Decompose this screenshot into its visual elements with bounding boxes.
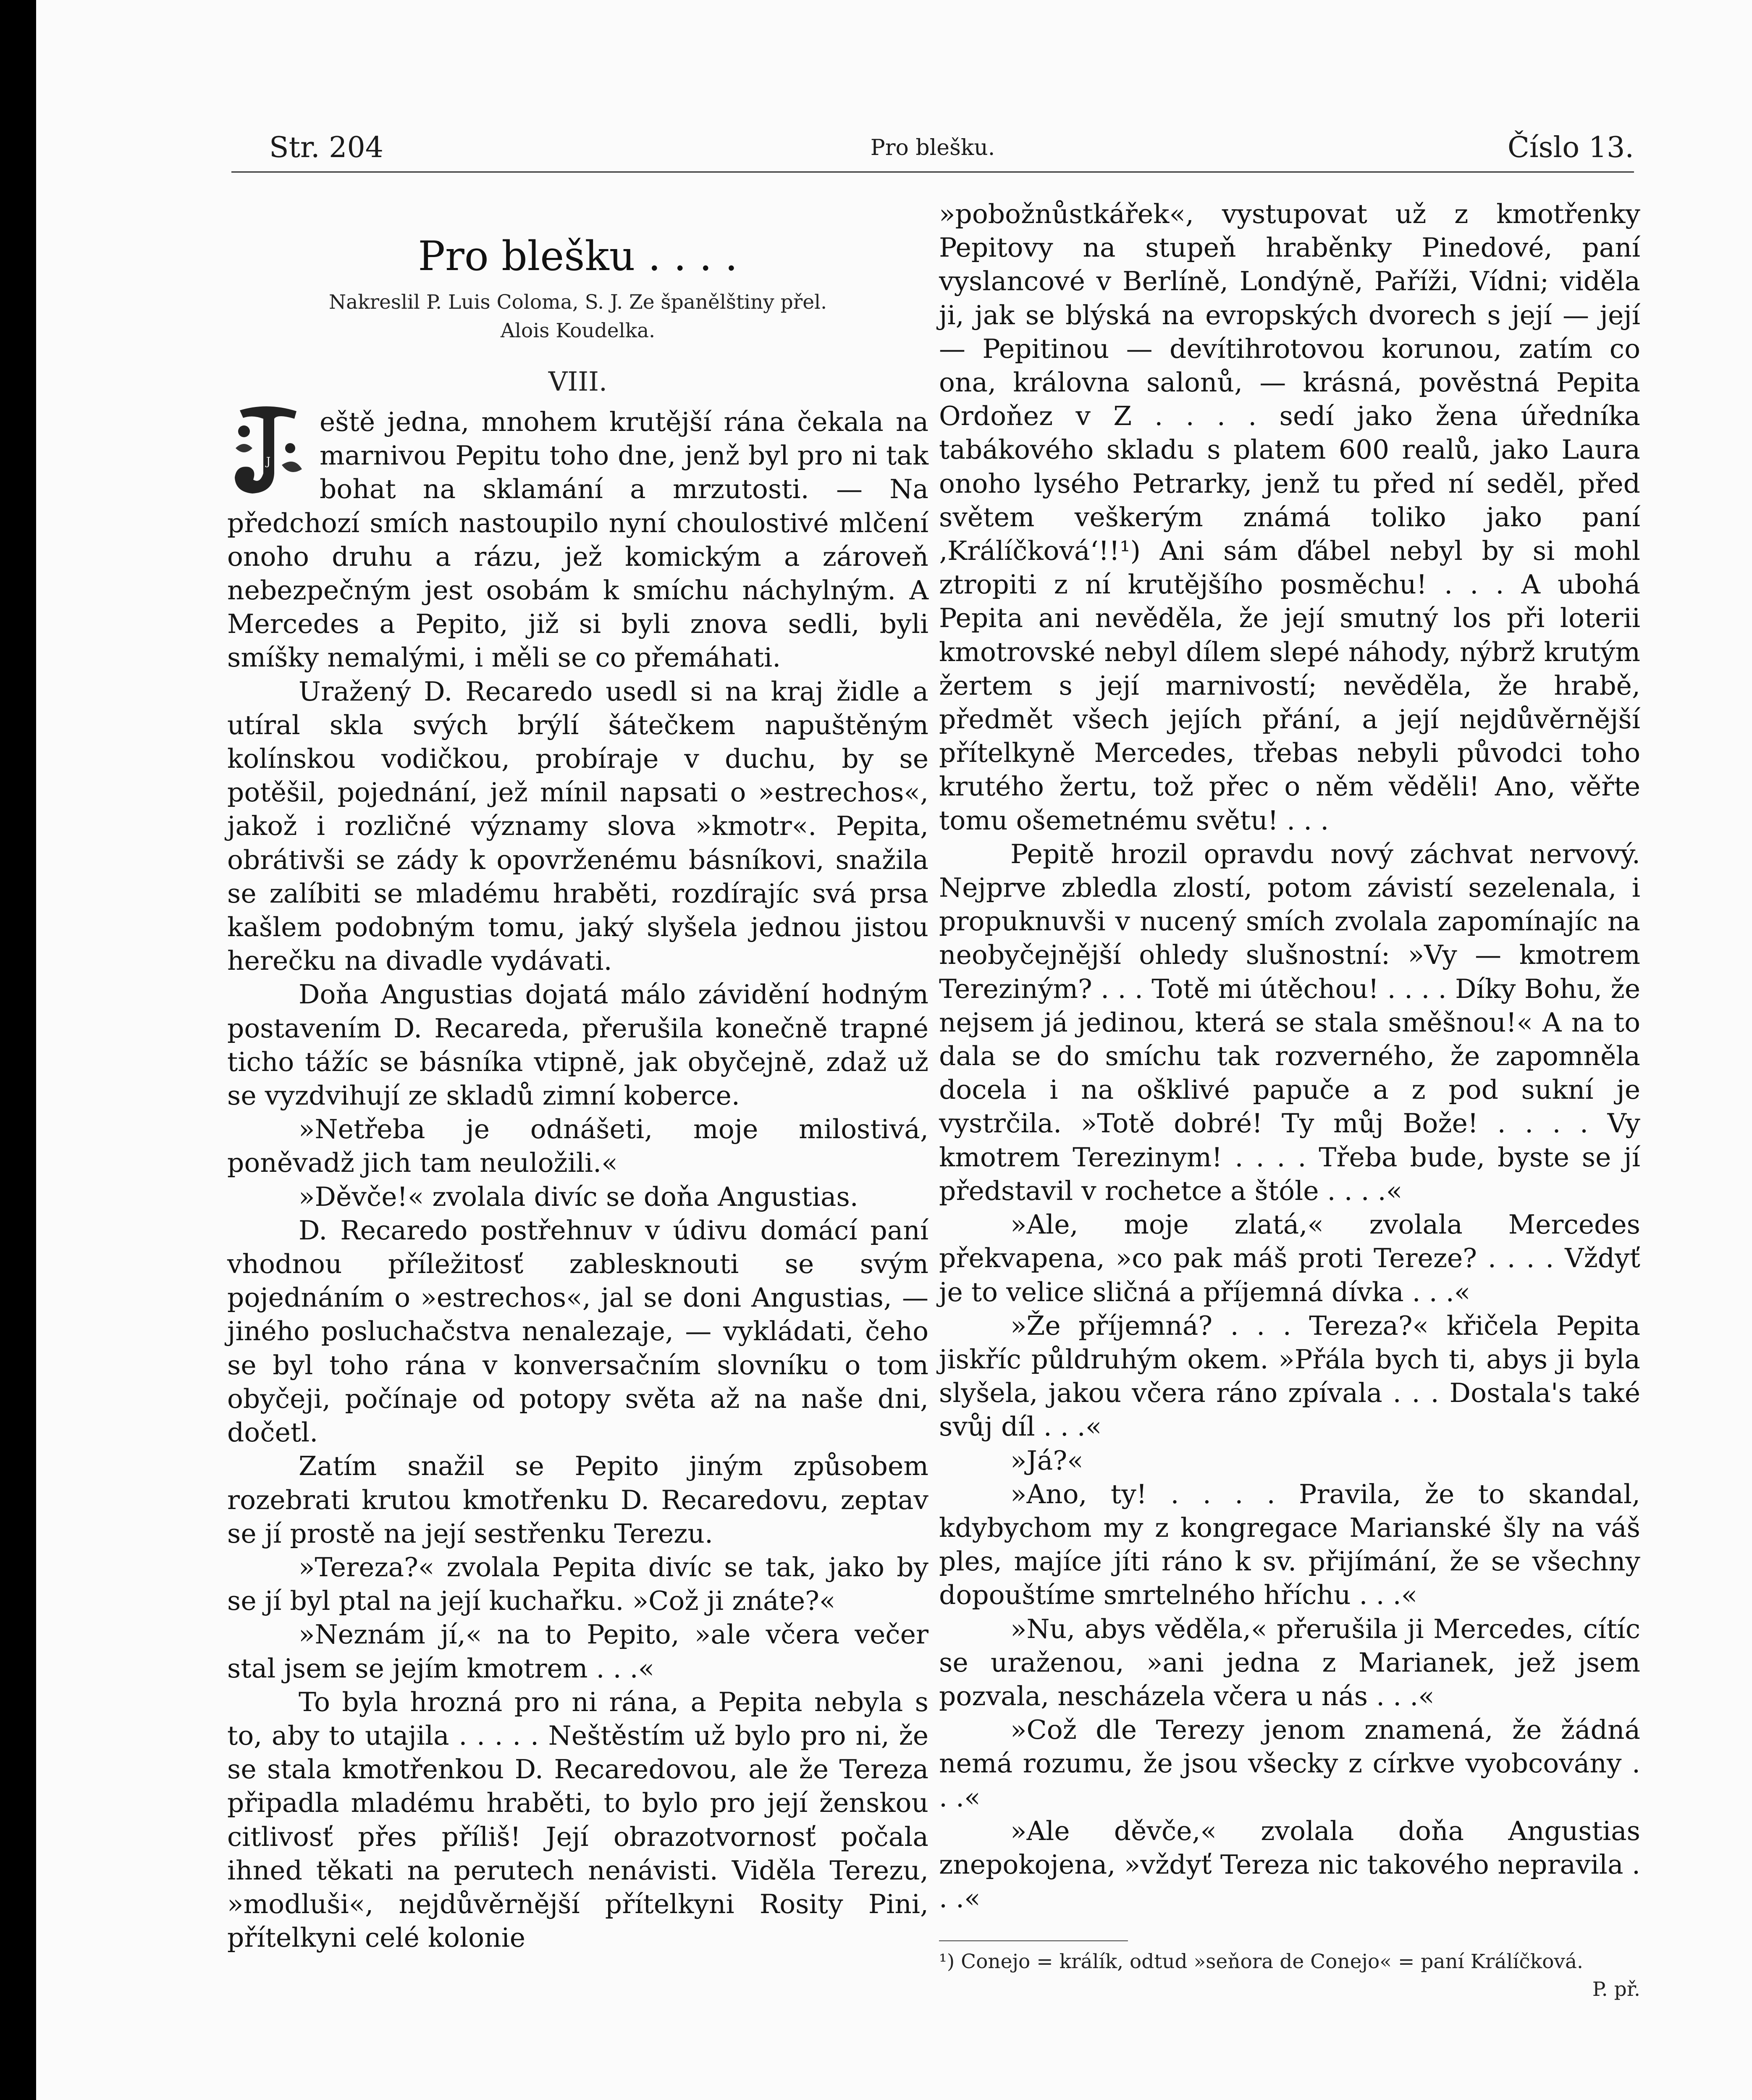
page-number: Str. 204 xyxy=(269,131,383,164)
chapter-heading: VIII. xyxy=(548,366,608,397)
issue-number: Číslo 13. xyxy=(1507,131,1634,164)
running-header xyxy=(231,131,1634,177)
svg-text:J: J xyxy=(266,455,271,468)
paragraph-7: Zatím snažil se Pepito jiným způsobem rozebrati krutou kmotřenku D. Recaredovu, zeptav se jí prostě na její sestřenku Terezu. xyxy=(227,1451,928,1549)
paragraph-5: »Děvče!« zvolala divíc se doňa Angustias. xyxy=(299,1181,858,1212)
byline-line-1: Nakreslil P. Luis Coloma, S. J. Ze španělštiny přel. xyxy=(328,291,827,314)
right-column xyxy=(939,197,1640,2003)
paragraph-1 xyxy=(227,405,928,675)
paragraph-19: »Ale děvče,« zvolala doňa Angustias znepokojena, »vždyť Tereza nic takového nepravila . . .« xyxy=(939,1815,1640,1914)
paragraph-3: Doňa Angustias dojatá málo závidění hodným postavením D. Recareda, přerušila konečně trapné ticho tážíc se básníka vtipně, jak obyčejně, zdaž už se vyzdvihují ze skladů zimní koberce. xyxy=(227,979,928,1111)
paragraph-4: »Netřeba je odnášeti, moje milostivá, poněvadž jich tam neuložili.« xyxy=(227,1114,928,1179)
article-title: Pro blešku . . . . xyxy=(418,233,738,280)
running-title: Pro blešku. xyxy=(870,135,995,160)
byline xyxy=(227,288,928,345)
footnote-sign: P. př. xyxy=(1592,1978,1640,2001)
ornamental-initial-j-icon xyxy=(227,402,307,499)
paragraph-16: »Ano, ty! . . . . Pravila, že to skandal, kdybychom my z kongregace Marianské šly na váš ples, majíce jíti ráno k sv. přijímání, že se všechny dopouštíme smrtelného hříchu . . .« xyxy=(939,1478,1640,1611)
footnote-text: ¹) Conejo = králík, odtud »seňora de Conejo« = paní Králíčková. xyxy=(939,1950,1583,1974)
paragraph-18: »Což dle Terezy jenom znamená, že žádná nemá rozumu, že jsou všecky z církve vyobcovány . . .« xyxy=(939,1714,1640,1813)
paragraph-1-text: eště jedna, mnohem krutější rána čekala na marnivou Pepitu toho dne, jenž byl pro ni tak bohat na sklamání a mrzutosti. — Na předchozí smích nastoupilo nyní choulostivé mlčení onoho druhu a rázu, jež komickým a zároveň nebezpečným jest osobám k smíchu náchylným. A Mercedes a Pepito, již si byli znova sedli, byli smíšky nemalými, i měli se co přemáhati. xyxy=(227,407,928,673)
paragraph-12: Pepitě hrozil opravdu nový záchvat nervový. Nejprve zbledla zlostí, potom závistí sezelenala, i propuknuvši v nucený smích zvolala zapomínajíc na neobyčejnější ohledy slušnostní: »Vy — kmotrem Tereziným? . . . Totě mi útěchou! . . . . Díky Bohu, že nejsem já jedinou, která se stala směšnou!« A na to dala se do smíchu tak rozverného, že zapomněla docela i na ošklivé papuče a z pod sukní je vystrčila. »Totě dobré! Ty můj Bože! . . . . Vy kmotrem Terezinym! . . . . Třeba bude, byste se jí představil v rochetce a štóle . . . .« xyxy=(939,838,1640,1206)
byline-line-2: Alois Koudelka. xyxy=(500,319,656,342)
footnote xyxy=(939,1948,1640,2003)
ornamental-initial xyxy=(227,402,307,499)
paragraph-2: Uražený D. Recaredo usedl si na kraj židle a utíral skla svých brýlí šátečkem napuštěným kolínskou vodičkou, probíraje v duchu, by se potěšil, pojednání, jež mínil napsati o »estrechos«, jakož i rozličné významy slova »kmotr«. Pepita, obrátivši se zády k opovrženému básníkovi, snažila se zalíbiti se mladému hraběti, rozdírajíc svá prsa kašlem podobným tomu, jaký slyšela jednou jistou herečku na divadle vydávati. xyxy=(227,676,928,976)
paragraph-14: »Že příjemná? . . . Tereza?« křičela Pepita jiskříc půldruhým okem. »Přála bych ti, abys ji byla slyšela, jakou včera ráno zpívala . . . Dostala's také svůj díl . . .« xyxy=(939,1310,1640,1442)
paragraph-11: »pobožnůstkářek«, vystupovat už z kmotřenky Pepitovy na stupeň hraběnky Pinedové, paní vyslancové v Berlíně, Londýně, Paříži, Vídni; viděla ji, jak se blýská na evropských dvorech s její — její — Pepitinou — devítihrotovou korunou, zatím co ona, královna salonů, — krásná, pověstná Pepita Ordoňez v Z . . . . sedí jako žena úředníka tabákového skladu s platem 600 realů, jako Laura onoho lysého Petrarky, jenž tu před ní seděl, před světem veškerým známá toliko jako paní ‚Králíčková‘!!¹) Ani sám ďábel nebyl by si mohl ztropiti z ní krutějšího posměchu! . . . A ubohá Pepita ani nevěděla, že její smutný los při loterii kmotrovské nebyl dílem slepé náhody, nýbrž krutým žertem s její marnivostí; nevěděla, že hrabě, předmět všech jejích přání, a její nejdůvěrnější přítelkyně Mercedes, třebas nebyli původci toho krutého žertu, tož přec o něm věděli! Ano, věřte tomu ošemetnému světu! . . . xyxy=(939,199,1640,836)
paragraph-13: »Ale, moje zlatá,« zvolala Mercedes překvapena, »co pak máš proti Tereze? . . . . Vždyť je to velice sličná a příjemná dívka . . .« xyxy=(939,1209,1640,1307)
paragraph-10: To byla hrozná pro ni rána, a Pepita nebyla s to, aby to utajila . . . . . Neštěstím už bylo pro ni, že se stala kmotřenkou D. Recaredovou, ale že Tereza připadla mladému hraběti, to bylo pro její ženskou citlivosť přes příliš! Její obrazotvornosť počala ihned těkati na perutech nenávisti. Viděla Terezu, »modluši«, nejdůvěrnější přítelkyni Rosity Pini, přítelkyni celé kolonie xyxy=(227,1686,928,1953)
left-column xyxy=(227,197,928,1955)
header-rule xyxy=(231,171,1634,173)
paragraph-15: »Já?« xyxy=(1010,1445,1083,1476)
paragraph-8: »Tereza?« zvolala Pepita divíc se tak, jako by se jí byl ptal na její kuchařku. »Což ji znáte?« xyxy=(227,1551,928,1617)
footnote-rule xyxy=(939,1940,1128,1941)
paragraph-17: »Nu, abys věděla,« přerušila ji Mercedes, cítíc se uraženou, »ani jedna z Marianek, jež jsem pozvala, nescházela včera u nás . . .« xyxy=(939,1613,1640,1712)
paragraph-9: »Neznám jí,« na to Pepito, »ale včera večer stal jsem se jejím kmotrem . . .« xyxy=(227,1619,928,1684)
page xyxy=(36,0,1752,2100)
paragraph-6: D. Recaredo postřehnuv v údivu domácí paní vhodnou příležitosť zablesknouti se svým pojednáním o »estrechos«, jal se doni Angustias, — jiného posluchačstva nenalezaje, — vykládati, čeho se byl toho rána v konversačním slovníku o tom obyčeji, počínaje od potopy světa až na naše dni, dočetl. xyxy=(227,1215,928,1448)
